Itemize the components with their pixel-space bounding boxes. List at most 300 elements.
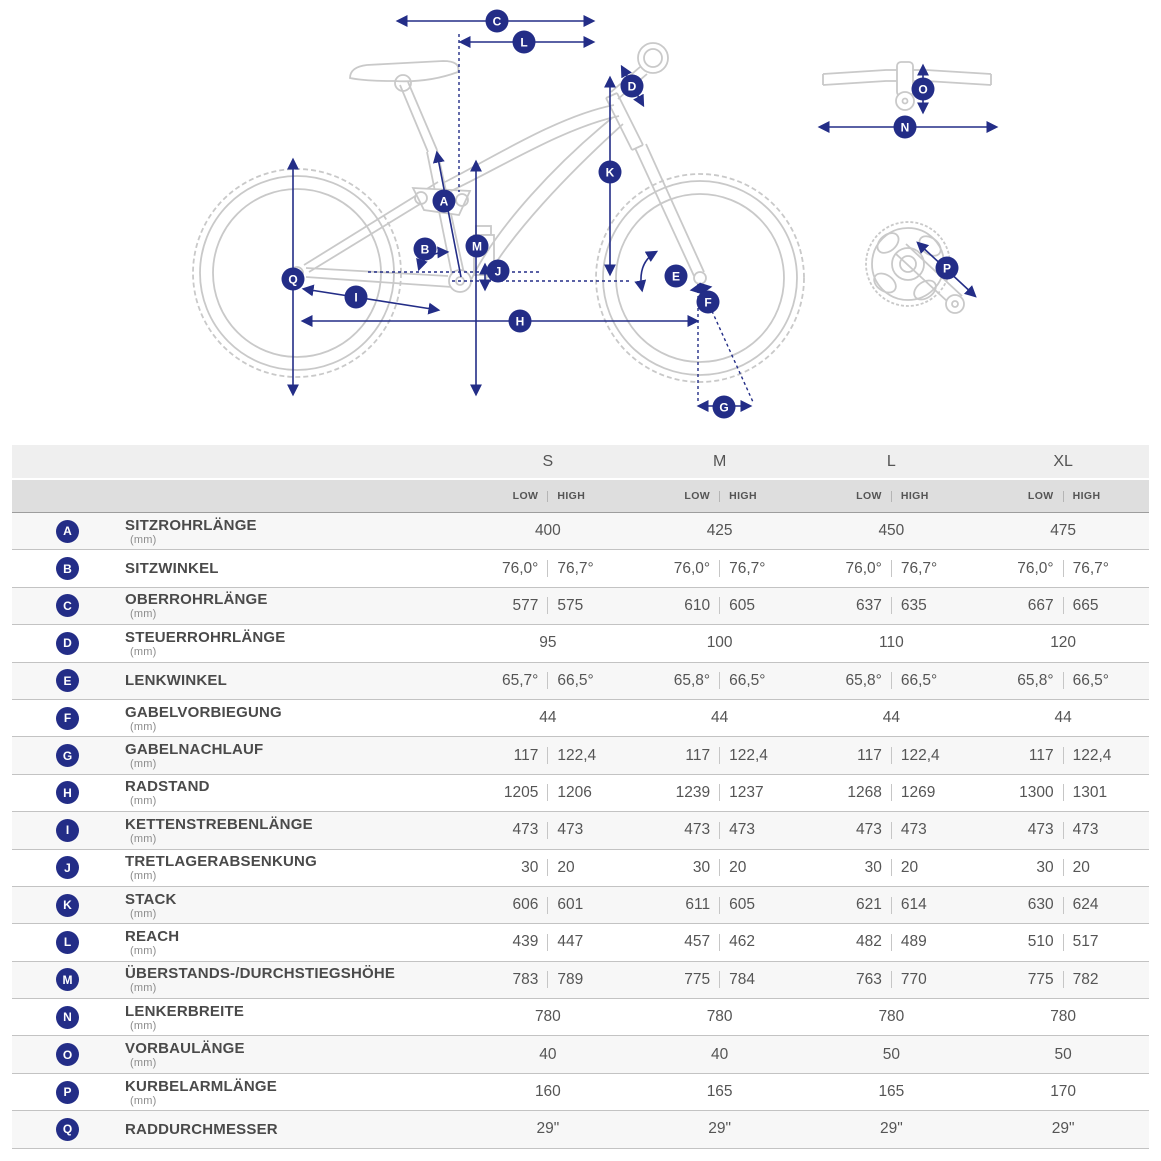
value-cell-B-M bbox=[634, 550, 806, 586]
value-cell-B-XL bbox=[977, 550, 1149, 586]
value-cell-M-S bbox=[462, 962, 634, 998]
table-row-G bbox=[12, 737, 1149, 774]
value: 100 bbox=[706, 634, 733, 652]
high-value: 624 bbox=[1072, 896, 1099, 914]
value: 780 bbox=[706, 1008, 733, 1026]
table-row-P bbox=[12, 1074, 1149, 1111]
row-header-cell bbox=[12, 775, 462, 811]
row-header-cell bbox=[12, 1036, 462, 1072]
low-value: 76,0° bbox=[1017, 559, 1054, 577]
svg-text:A: A bbox=[439, 194, 449, 209]
value-cell-E-S bbox=[462, 663, 634, 699]
low-value: 775 bbox=[1027, 970, 1054, 988]
high-label: HIGH bbox=[1072, 490, 1101, 502]
row-unit: (mm) bbox=[130, 982, 157, 995]
value-cell-D-M bbox=[634, 625, 806, 661]
front-wheel bbox=[596, 174, 804, 382]
svg-text:O: O bbox=[918, 82, 928, 97]
value-cell-I-XL bbox=[977, 812, 1149, 848]
value-cell-B-L bbox=[806, 550, 978, 586]
low-value: 763 bbox=[856, 970, 882, 988]
row-header-cell bbox=[12, 812, 462, 848]
row-label: SITZWINKEL bbox=[125, 560, 219, 578]
row-label: RADDURCHMESSER bbox=[125, 1120, 278, 1138]
row-unit: (mm) bbox=[130, 608, 157, 621]
value: 400 bbox=[534, 522, 561, 540]
value-cell-I-M bbox=[634, 812, 806, 848]
high-value: 1237 bbox=[729, 783, 764, 801]
low-label: LOW bbox=[856, 490, 882, 502]
value-cell-C-S bbox=[462, 588, 634, 624]
high-value: 1269 bbox=[900, 783, 936, 801]
value-cell-O-L bbox=[806, 1036, 978, 1072]
value: 170 bbox=[1050, 1083, 1077, 1101]
table-row-C bbox=[12, 588, 1149, 625]
low-value: 473 bbox=[512, 821, 539, 839]
high-value: 575 bbox=[557, 596, 584, 614]
handlebar-sketch bbox=[823, 62, 991, 110]
high-value: 66,5° bbox=[1072, 671, 1109, 689]
high-value: 601 bbox=[557, 896, 584, 914]
table-row-N bbox=[12, 999, 1149, 1036]
high-value: 76,7° bbox=[1072, 559, 1109, 577]
svg-text:B: B bbox=[420, 242, 430, 257]
value-cell-A-M bbox=[634, 513, 806, 549]
range-header-S bbox=[462, 480, 634, 512]
value-cell-P-L bbox=[806, 1074, 978, 1110]
high-value: 473 bbox=[900, 821, 927, 839]
high-value: 76,7° bbox=[557, 559, 594, 577]
low-label: LOW bbox=[1027, 490, 1054, 502]
value-cell-J-L bbox=[806, 850, 978, 886]
row-label: LENKWINKEL bbox=[125, 672, 227, 690]
range-header-XL bbox=[977, 480, 1149, 512]
value: 44 bbox=[711, 709, 729, 727]
low-value: 621 bbox=[856, 896, 882, 914]
value-cell-H-L bbox=[806, 775, 978, 811]
svg-text:G: G bbox=[719, 400, 729, 415]
high-value: 770 bbox=[900, 970, 927, 988]
high-value: 614 bbox=[900, 896, 927, 914]
row-header-cell bbox=[12, 737, 462, 773]
diagram-marker-F bbox=[697, 291, 720, 314]
row-header-cell bbox=[12, 924, 462, 960]
row-unit: (mm) bbox=[130, 645, 157, 658]
svg-text:M: M bbox=[472, 239, 482, 254]
row-marker-L: L bbox=[56, 931, 79, 954]
row-label: TRETLAGERABSENKUNG (mm) bbox=[125, 853, 317, 883]
row-label: OBERROHRLÄNGE (mm) bbox=[125, 591, 268, 621]
value-cell-M-M bbox=[634, 962, 806, 998]
low-value: 610 bbox=[684, 596, 711, 614]
value: 29" bbox=[1051, 1120, 1075, 1138]
diagram-marker-B bbox=[414, 238, 437, 261]
high-value: 784 bbox=[729, 970, 755, 988]
value: 160 bbox=[534, 1083, 561, 1101]
row-header-cell bbox=[12, 1111, 462, 1147]
value-cell-F-S bbox=[462, 700, 634, 736]
value-cell-K-S bbox=[462, 887, 634, 923]
value: 44 bbox=[882, 709, 900, 727]
high-value: 122,4 bbox=[729, 746, 768, 764]
low-value: 1205 bbox=[503, 783, 539, 801]
value: 44 bbox=[539, 709, 557, 727]
value: 780 bbox=[1050, 1008, 1077, 1026]
low-value: 65,8° bbox=[673, 671, 711, 689]
value-cell-L-S bbox=[462, 924, 634, 960]
row-label: GABELVORBIEGUNG (mm) bbox=[125, 703, 282, 733]
low-value: 76,0° bbox=[845, 559, 882, 577]
svg-text:K: K bbox=[605, 165, 615, 180]
dim-E-headangle bbox=[641, 252, 656, 290]
row-label: REACH (mm) bbox=[125, 927, 180, 957]
table-row-I bbox=[12, 812, 1149, 849]
high-value: 20 bbox=[557, 858, 575, 876]
row-header-cell bbox=[12, 887, 462, 923]
value: 40 bbox=[539, 1045, 557, 1063]
value: 165 bbox=[706, 1083, 733, 1101]
row-unit: (mm) bbox=[130, 870, 157, 883]
row-marker-M: M bbox=[56, 968, 79, 991]
low-value: 65,7° bbox=[502, 671, 539, 689]
frame bbox=[304, 43, 704, 292]
low-value: 577 bbox=[512, 596, 539, 614]
row-marker-D: D bbox=[56, 632, 79, 655]
row-marker-N: N bbox=[56, 1006, 79, 1029]
value-cell-A-XL bbox=[977, 513, 1149, 549]
svg-text:I: I bbox=[354, 290, 358, 305]
value-cell-Q-M bbox=[634, 1111, 806, 1147]
high-value: 76,7° bbox=[729, 559, 766, 577]
range-header-L bbox=[806, 480, 978, 512]
row-header-cell bbox=[12, 1074, 462, 1110]
high-value: 473 bbox=[1072, 821, 1099, 839]
diagram-marker-K bbox=[599, 161, 622, 184]
high-value: 517 bbox=[1072, 933, 1099, 951]
row-unit: (mm) bbox=[130, 944, 157, 957]
table-row-H bbox=[12, 775, 1149, 812]
row-header-cell bbox=[12, 513, 462, 549]
row-label: RADSTAND (mm) bbox=[125, 778, 210, 808]
high-value: 66,5° bbox=[557, 671, 594, 689]
low-value: 473 bbox=[856, 821, 882, 839]
value-cell-H-S bbox=[462, 775, 634, 811]
row-header-cell bbox=[12, 663, 462, 699]
row-label: LENKERBREITE (mm) bbox=[125, 1002, 245, 1032]
value-cell-A-L bbox=[806, 513, 978, 549]
low-value: 775 bbox=[684, 970, 711, 988]
svg-text:N: N bbox=[900, 120, 910, 135]
diagram-marker-A bbox=[433, 190, 456, 213]
high-value: 473 bbox=[557, 821, 584, 839]
value-cell-P-XL bbox=[977, 1074, 1149, 1110]
row-marker-Q: Q bbox=[56, 1118, 79, 1141]
value-cell-G-XL bbox=[977, 737, 1149, 773]
high-value: 605 bbox=[729, 896, 755, 914]
row-marker-J: J bbox=[56, 856, 79, 879]
high-value: 76,7° bbox=[900, 559, 938, 577]
range-header-row bbox=[12, 480, 1149, 513]
high-value: 122,4 bbox=[557, 746, 597, 764]
value-cell-G-S bbox=[462, 737, 634, 773]
size-header-XL: XL bbox=[1053, 452, 1073, 470]
svg-text:P: P bbox=[942, 261, 952, 276]
row-label: STEUERROHRLÄNGE (mm) bbox=[125, 628, 286, 658]
dim-F-forkoffset bbox=[692, 287, 710, 290]
high-value: 489 bbox=[900, 933, 927, 951]
value-cell-L-XL bbox=[977, 924, 1149, 960]
row-unit: (mm) bbox=[130, 1057, 157, 1070]
row-unit: (mm) bbox=[130, 832, 157, 845]
value-cell-N-S bbox=[462, 999, 634, 1035]
high-value: 473 bbox=[729, 821, 755, 839]
value-cell-E-L bbox=[806, 663, 978, 699]
svg-text:F: F bbox=[704, 295, 712, 310]
value-cell-C-XL bbox=[977, 588, 1149, 624]
diagram-marker-Q bbox=[282, 268, 305, 291]
low-value: 457 bbox=[684, 933, 711, 951]
diagram-marker-O bbox=[912, 78, 935, 101]
value-cell-K-XL bbox=[977, 887, 1149, 923]
high-value: 122,4 bbox=[1072, 746, 1112, 764]
row-unit: (mm) bbox=[130, 795, 157, 808]
row-marker-E: E bbox=[56, 669, 79, 692]
low-value: 76,0° bbox=[673, 559, 711, 577]
high-value: 789 bbox=[557, 970, 584, 988]
value-cell-B-S bbox=[462, 550, 634, 586]
high-value: 1206 bbox=[557, 783, 592, 801]
value-cell-E-M bbox=[634, 663, 806, 699]
row-marker-K: K bbox=[56, 894, 79, 917]
value-cell-N-XL bbox=[977, 999, 1149, 1035]
value-cell-Q-L bbox=[806, 1111, 978, 1147]
value: 780 bbox=[878, 1008, 905, 1026]
low-value: 482 bbox=[856, 933, 882, 951]
low-value: 117 bbox=[513, 746, 539, 764]
row-marker-B: B bbox=[56, 557, 79, 580]
value-cell-K-L bbox=[806, 887, 978, 923]
diagram-marker-C bbox=[486, 10, 509, 33]
geometry-table bbox=[12, 445, 1149, 1149]
table-row-A bbox=[12, 513, 1149, 550]
svg-text:C: C bbox=[492, 14, 502, 29]
high-value: 665 bbox=[1072, 596, 1099, 614]
size-header-S: S bbox=[542, 452, 554, 470]
row-label: STACK (mm) bbox=[125, 890, 177, 920]
low-value: 473 bbox=[1027, 821, 1054, 839]
low-value: 76,0° bbox=[502, 559, 539, 577]
diagram-marker-M bbox=[466, 235, 489, 258]
row-header-cell bbox=[12, 625, 462, 661]
low-value: 510 bbox=[1027, 933, 1054, 951]
value-cell-G-M bbox=[634, 737, 806, 773]
value-cell-J-XL bbox=[977, 850, 1149, 886]
table-row-Q bbox=[12, 1111, 1149, 1148]
value-cell-Q-S bbox=[462, 1111, 634, 1147]
row-label: KETTENSTREBENLÄNGE (mm) bbox=[125, 815, 313, 845]
table-row-E bbox=[12, 663, 1149, 700]
value-cell-P-M bbox=[634, 1074, 806, 1110]
row-unit: (mm) bbox=[130, 758, 157, 771]
value-cell-D-XL bbox=[977, 625, 1149, 661]
high-value: 66,5° bbox=[729, 671, 766, 689]
value-cell-M-XL bbox=[977, 962, 1149, 998]
value: 44 bbox=[1054, 709, 1072, 727]
dim-I-chainstay bbox=[304, 289, 438, 310]
row-marker-O: O bbox=[56, 1043, 79, 1066]
value: 29" bbox=[708, 1120, 731, 1138]
row-header-cell bbox=[12, 962, 462, 998]
value: 120 bbox=[1050, 634, 1077, 652]
value: 29" bbox=[536, 1120, 560, 1138]
diagram-marker-H bbox=[509, 310, 532, 333]
high-value: 1301 bbox=[1072, 783, 1108, 801]
low-value: 65,8° bbox=[1017, 671, 1054, 689]
high-label: HIGH bbox=[557, 490, 586, 502]
value: 50 bbox=[1054, 1045, 1072, 1063]
row-unit: (mm) bbox=[130, 533, 157, 546]
row-unit: (mm) bbox=[130, 1094, 157, 1107]
low-value: 637 bbox=[856, 596, 882, 614]
high-label: HIGH bbox=[729, 490, 757, 502]
low-value: 117 bbox=[857, 746, 882, 764]
low-value: 117 bbox=[1028, 746, 1054, 764]
row-label: SITZROHRLÄNGE (mm) bbox=[125, 516, 257, 546]
row-marker-H: H bbox=[56, 781, 79, 804]
row-label: VORBAULÄNGE (mm) bbox=[125, 1040, 245, 1070]
row-label: GABELNACHLAUF (mm) bbox=[125, 741, 264, 771]
value-cell-G-L bbox=[806, 737, 978, 773]
bike-geometry-diagram bbox=[0, 0, 1161, 443]
value: 425 bbox=[706, 522, 733, 540]
low-value: 606 bbox=[512, 896, 539, 914]
low-value: 30 bbox=[521, 858, 539, 876]
table-row-M bbox=[12, 962, 1149, 999]
value-cell-I-S bbox=[462, 812, 634, 848]
low-value: 439 bbox=[512, 933, 539, 951]
low-value: 783 bbox=[512, 970, 539, 988]
table-corner-cell bbox=[12, 445, 462, 478]
value: 475 bbox=[1050, 522, 1077, 540]
value-cell-D-L bbox=[806, 625, 978, 661]
value: 95 bbox=[539, 634, 557, 652]
value-cell-J-S bbox=[462, 850, 634, 886]
high-value: 462 bbox=[729, 933, 755, 951]
row-label: ÜBERSTANDS-/DURCHSTIEGSHÖHE (mm) bbox=[125, 965, 396, 995]
svg-text:Q: Q bbox=[288, 272, 298, 287]
svg-text:L: L bbox=[520, 35, 528, 50]
value: 450 bbox=[878, 522, 905, 540]
table-row-D bbox=[12, 625, 1149, 662]
value-cell-F-M bbox=[634, 700, 806, 736]
value: 780 bbox=[534, 1008, 561, 1026]
value: 165 bbox=[878, 1083, 905, 1101]
ref-G-steering-axis bbox=[707, 300, 753, 402]
low-value: 630 bbox=[1027, 896, 1054, 914]
row-header-cell bbox=[12, 550, 462, 586]
value-cell-Q-XL bbox=[977, 1111, 1149, 1147]
low-value: 65,8° bbox=[845, 671, 882, 689]
value-cell-H-XL bbox=[977, 775, 1149, 811]
value-cell-L-M bbox=[634, 924, 806, 960]
value-cell-K-M bbox=[634, 887, 806, 923]
value-cell-M-L bbox=[806, 962, 978, 998]
row-header-cell bbox=[12, 850, 462, 886]
value-cell-A-S bbox=[462, 513, 634, 549]
low-value: 30 bbox=[1036, 858, 1054, 876]
row-marker-C: C bbox=[56, 594, 79, 617]
value-cell-P-S bbox=[462, 1074, 634, 1110]
high-value: 20 bbox=[729, 858, 747, 876]
value-cell-L-L bbox=[806, 924, 978, 960]
bike-sketch bbox=[193, 43, 991, 382]
high-value: 20 bbox=[900, 858, 919, 876]
row-marker-A: A bbox=[56, 520, 79, 543]
size-header-L: L bbox=[886, 452, 896, 470]
size-header-row bbox=[12, 445, 1149, 478]
range-header-M bbox=[634, 480, 806, 512]
row-marker-G: G bbox=[56, 744, 79, 767]
low-value: 117 bbox=[685, 746, 711, 764]
value-cell-H-M bbox=[634, 775, 806, 811]
low-value: 667 bbox=[1027, 596, 1054, 614]
table-row-K bbox=[12, 887, 1149, 924]
value-cell-E-XL bbox=[977, 663, 1149, 699]
high-value: 66,5° bbox=[900, 671, 938, 689]
svg-text:E: E bbox=[671, 269, 681, 284]
low-value: 1239 bbox=[675, 783, 711, 801]
value-cell-N-M bbox=[634, 999, 806, 1035]
value: 50 bbox=[882, 1045, 900, 1063]
row-marker-P: P bbox=[56, 1081, 79, 1104]
value-cell-C-M bbox=[634, 588, 806, 624]
table-corner-cell bbox=[12, 480, 462, 512]
diagram-marker-L bbox=[513, 31, 536, 54]
high-value: 447 bbox=[557, 933, 584, 951]
low-value: 473 bbox=[684, 821, 711, 839]
value-cell-F-XL bbox=[977, 700, 1149, 736]
high-value: 635 bbox=[900, 596, 927, 614]
value-cell-F-L bbox=[806, 700, 978, 736]
value-cell-N-L bbox=[806, 999, 978, 1035]
row-marker-F: F bbox=[56, 707, 79, 730]
table-row-O bbox=[12, 1036, 1149, 1073]
value-cell-D-S bbox=[462, 625, 634, 661]
value: 29" bbox=[880, 1120, 903, 1138]
value-cell-J-M bbox=[634, 850, 806, 886]
svg-text:H: H bbox=[515, 314, 525, 329]
diagram-marker-J bbox=[487, 260, 510, 283]
high-value: 20 bbox=[1072, 858, 1090, 876]
row-header-cell bbox=[12, 999, 462, 1035]
row-unit: (mm) bbox=[130, 720, 157, 733]
low-value: 1268 bbox=[847, 783, 882, 801]
table-row-J bbox=[12, 850, 1149, 887]
row-marker-I: I bbox=[56, 819, 79, 842]
value-cell-O-S bbox=[462, 1036, 634, 1072]
row-unit: (mm) bbox=[130, 907, 157, 920]
row-unit: (mm) bbox=[130, 1019, 157, 1032]
high-label: HIGH bbox=[900, 490, 929, 502]
low-value: 611 bbox=[685, 896, 711, 914]
value-cell-O-XL bbox=[977, 1036, 1149, 1072]
low-value: 30 bbox=[692, 858, 711, 876]
low-value: 30 bbox=[864, 858, 882, 876]
low-label: LOW bbox=[684, 490, 711, 502]
diagram-marker-D bbox=[621, 75, 644, 98]
value: 110 bbox=[879, 634, 904, 652]
table-row-L bbox=[12, 924, 1149, 961]
